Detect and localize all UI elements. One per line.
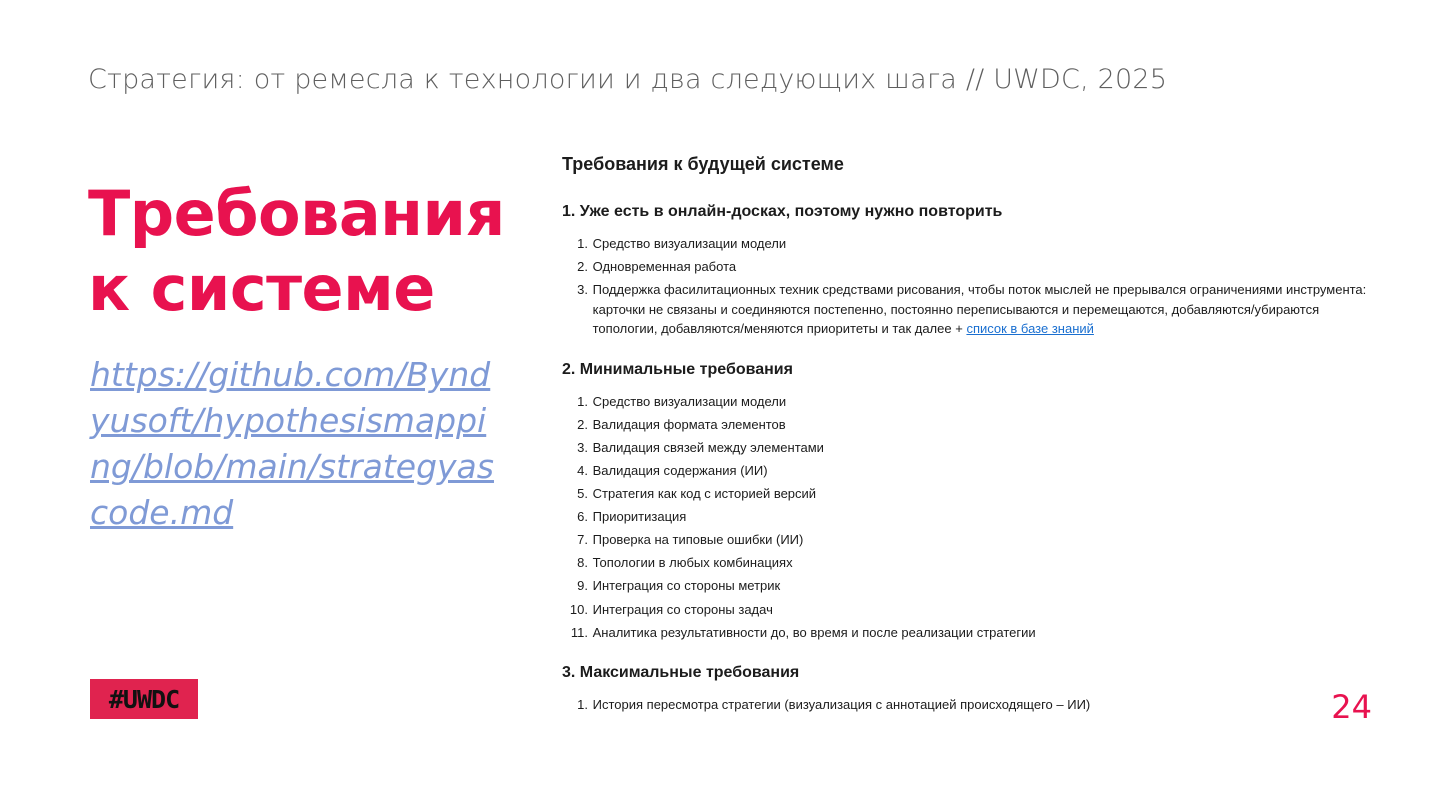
requirements-document [562, 154, 1382, 737]
list-item: 11. Аналитика результативности до, во время и после реализации стратегии [570, 624, 1036, 640]
knowledge-base-link[interactable]: список в базе знаний [966, 321, 1094, 337]
list-item: 9. Интеграция со стороны метрик [577, 578, 781, 594]
uwdc-badge: #UWDC [90, 679, 198, 719]
list-item: 1. Средство визуализации модели [577, 236, 787, 251]
list-item: 3. Валидация связей между элементами [577, 439, 824, 455]
section-heading-maximal: 3. Максимальные требования [562, 664, 800, 682]
section-heading-existing: 1. Уже есть в онлайн-досках, поэтому нужно повторить [562, 203, 1003, 220]
list-item: 6. Приоритизация [577, 509, 687, 525]
list-item: 8. Топологии в любых комбинациях [577, 555, 793, 571]
slide-title [88, 176, 528, 326]
list-item: 2. Одновременная работа [577, 259, 737, 275]
list-item: 1. История пересмотра стратегии (визуализация с аннотацией происходящего – ИИ) [577, 697, 1091, 713]
maximal-requirements-list [562, 695, 1382, 715]
section-heading-minimal: 2. Минимальные требования [562, 360, 793, 378]
list-item: 10. Интеграция со стороны задач [569, 601, 773, 617]
page-number: 24 [1331, 688, 1372, 726]
minimal-requirements-list [562, 392, 1382, 642]
slide-title-line-1: Требования [88, 177, 505, 250]
slide-title-line-2: к системе [88, 252, 435, 325]
existing-requirements-list [562, 234, 1382, 339]
list-item: 3. Поддержка фасилитационных техник средствами рисования, чтобы поток мыслей не прерывался ограничениями инструмента: карточки не связаны и соединяются постепенно, постоянно переписываются и перемещаются, добавляются/убираются топологии, добавляются/меняются приоритеты и так далее + список в базе знаний [577, 282, 1367, 337]
presentation-header: Стратегия: от ремесла к технологии и два следующих шага // UWDC, 2025 [88, 64, 1168, 95]
list-item: 2. Валидация формата элементов [577, 416, 786, 432]
document-title: Требования к будущей системе [562, 154, 844, 174]
list-item: 7. Проверка на типовые ошибки (ИИ) [577, 532, 804, 548]
list-item: 5. Стратегия как код с историей версий [577, 486, 817, 502]
list-item: 4. Валидация содержания (ИИ) [577, 462, 768, 478]
github-link[interactable]: https://github.com/Byndyusoft/hypothesismapping/blob/main/strategyascode.md [90, 355, 494, 532]
list-item: 1. Средство визуализации модели [577, 393, 787, 409]
